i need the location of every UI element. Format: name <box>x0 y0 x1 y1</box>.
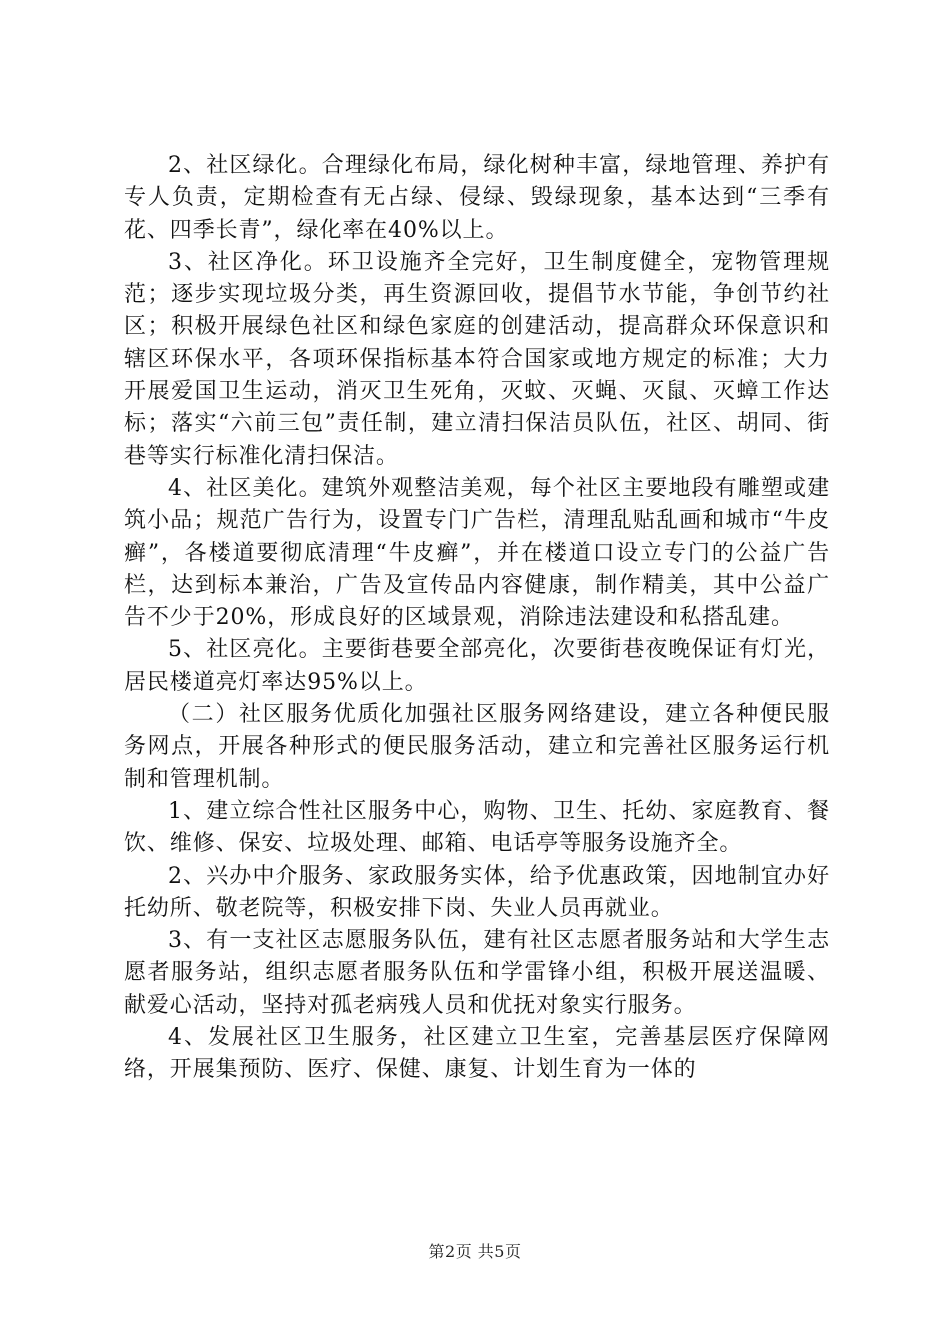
page-number-footer: 第2页 共5页 <box>428 1242 522 1261</box>
paragraph-beautification: 4、社区美化。建筑外观整洁美观，每个社区主要地段有雕塑或建筑小品；规范广告行为，设置专门广告栏，清理乱贴乱画和城市“牛皮癣”，各楼道要彻底清理“牛皮癣”，并在楼道口设立专门的公益广告栏，达到标本兼治，广告及宣传品内容健康，制作精美，其中公益广告不少于20%，形成良好的区域景观，消除违法建设和私搭乱建。 <box>124 475 830 631</box>
paragraph-lighting: 5、社区亮化。主要街巷要全部亮化，次要街巷夜晚保证有灯光，居民楼道亮灯率达95%以上。 <box>124 637 830 695</box>
paragraph-cleaning: 3、社区净化。环卫设施齐全完好，卫生制度健全，宠物管理规范；逐步实现垃圾分类，再生资源回收，提倡节水节能，争创节约社区；积极开展绿色社区和绿色家庭的创建活动，提高群众环保意识和辖区环保水平，各项环保指标基本符合国家或地方规定的标准；大力开展爱国卫生运动，消灭卫生死角，灭蚊、灭蝇、灭鼠、灭蟑工作达标；落实“六前三包”责任制，建立清扫保洁员队伍，社区、胡同、街巷等实行标准化清扫保洁。 <box>124 249 830 469</box>
paragraph-service-center: 1、建立综合性社区服务中心，购物、卫生、托幼、家庭教育、餐饮、维修、保安、垃圾处理、邮箱、电话亭等服务设施齐全。 <box>124 798 830 857</box>
paragraph-health-services: 4、发展社区卫生服务，社区建立卫生室，完善基层医疗保障网络，开展集预防、医疗、保健、康复、计划生育为一体的 <box>124 1025 830 1083</box>
document-body <box>124 150 830 1087</box>
paragraph-intermediary-services: 2、兴办中介服务、家政服务实体，给予优惠政策，因地制宜办好托幼所、敬老院等，积极安排下岗、失业人员再就业。 <box>124 863 830 921</box>
paragraph-service-section: （二）社区服务优质化加强社区服务网络建设，建立各种便民服务网点，开展各种形式的便民服务活动，建立和完善社区服务运行机制和管理机制。 <box>124 702 830 792</box>
paragraph-greening: 2、社区绿化。合理绿化布局，绿化树种丰富，绿地管理、养护有专人负责，定期检查有无占绿、侵绿、毁绿现象，基本达到“三季有花、四季长青”，绿化率在40%以上。 <box>124 153 830 243</box>
paragraph-volunteer-team: 3、有一支社区志愿服务队伍，建有社区志愿者服务站和大学生志愿者服务站，组织志愿者服务队伍和学雷锋小组，积极开展送温暖、献爱心活动，坚持对孤老病残人员和优抚对象实行服务。 <box>124 928 830 1018</box>
